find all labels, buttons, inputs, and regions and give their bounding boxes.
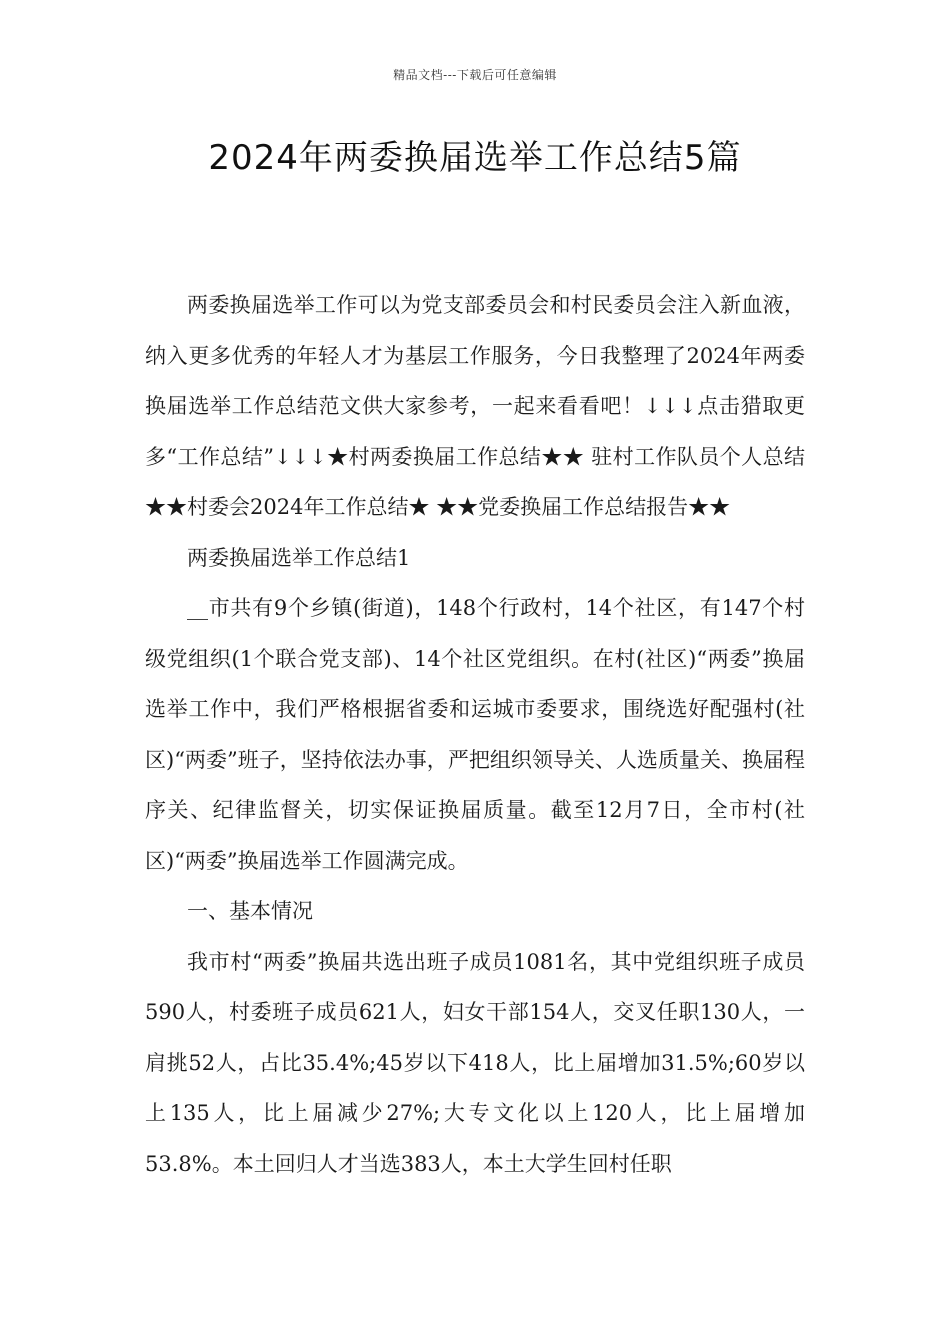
document-body [145,280,805,1189]
section-heading-basic-info: 一、基本情况 [187,899,313,923]
section-heading-summary-1: 两委换届选举工作总结1 [187,545,411,570]
summary-1-paragraph: __市共有9个乡镇(街道)，148个行政村，14个社区，有147个村级党组织(1个联合党支部)、14个社区党组织。在村(社区)“两委”换届选举工作中，我们严格根据省委和运城市委要求，围绕选好配强村(社区)“两委”班子，坚持依法办事，严把组织领导关、人选质量关、换届程序关、纪律监督关，切实保证换届质量。截至12月7日，全市村(社区)“两委”换届选举工作圆满完成。 [145,596,805,873]
intro-paragraph: 两委换届选举工作可以为党支部委员会和村民委员会注入新血液，纳入更多优秀的年轻人才为基层工作服务，今日我整理了2024年两委换届选举工作总结范文供大家参考，一起来看看吧！↓↓↓点击猎取更多“工作总结”↓↓↓★村两委换届工作总结★★ 驻村工作队员个人总结 ★★村委会2024年工作总结★ ★★党委换届工作总结报告★★ [145,293,805,519]
basic-info-paragraph: 我市村“两委”换届共选出班子成员1081名，其中党组织班子成员590人，村委班子成员621人，妇女干部154人，交叉任职130人，一肩挑52人，占比35.4%;45岁以下418人，比上届增加31.5%;60岁以上135人，比上届减少27%;大专文化以上120人，比上届增加53.8%。本土回归人才当选383人，本土大学生回村任职 [145,949,805,1176]
document-title: 2024年两委换届选举工作总结5篇 [208,138,742,178]
header-note: 精品文档---下载后可任意编辑 [393,68,557,82]
